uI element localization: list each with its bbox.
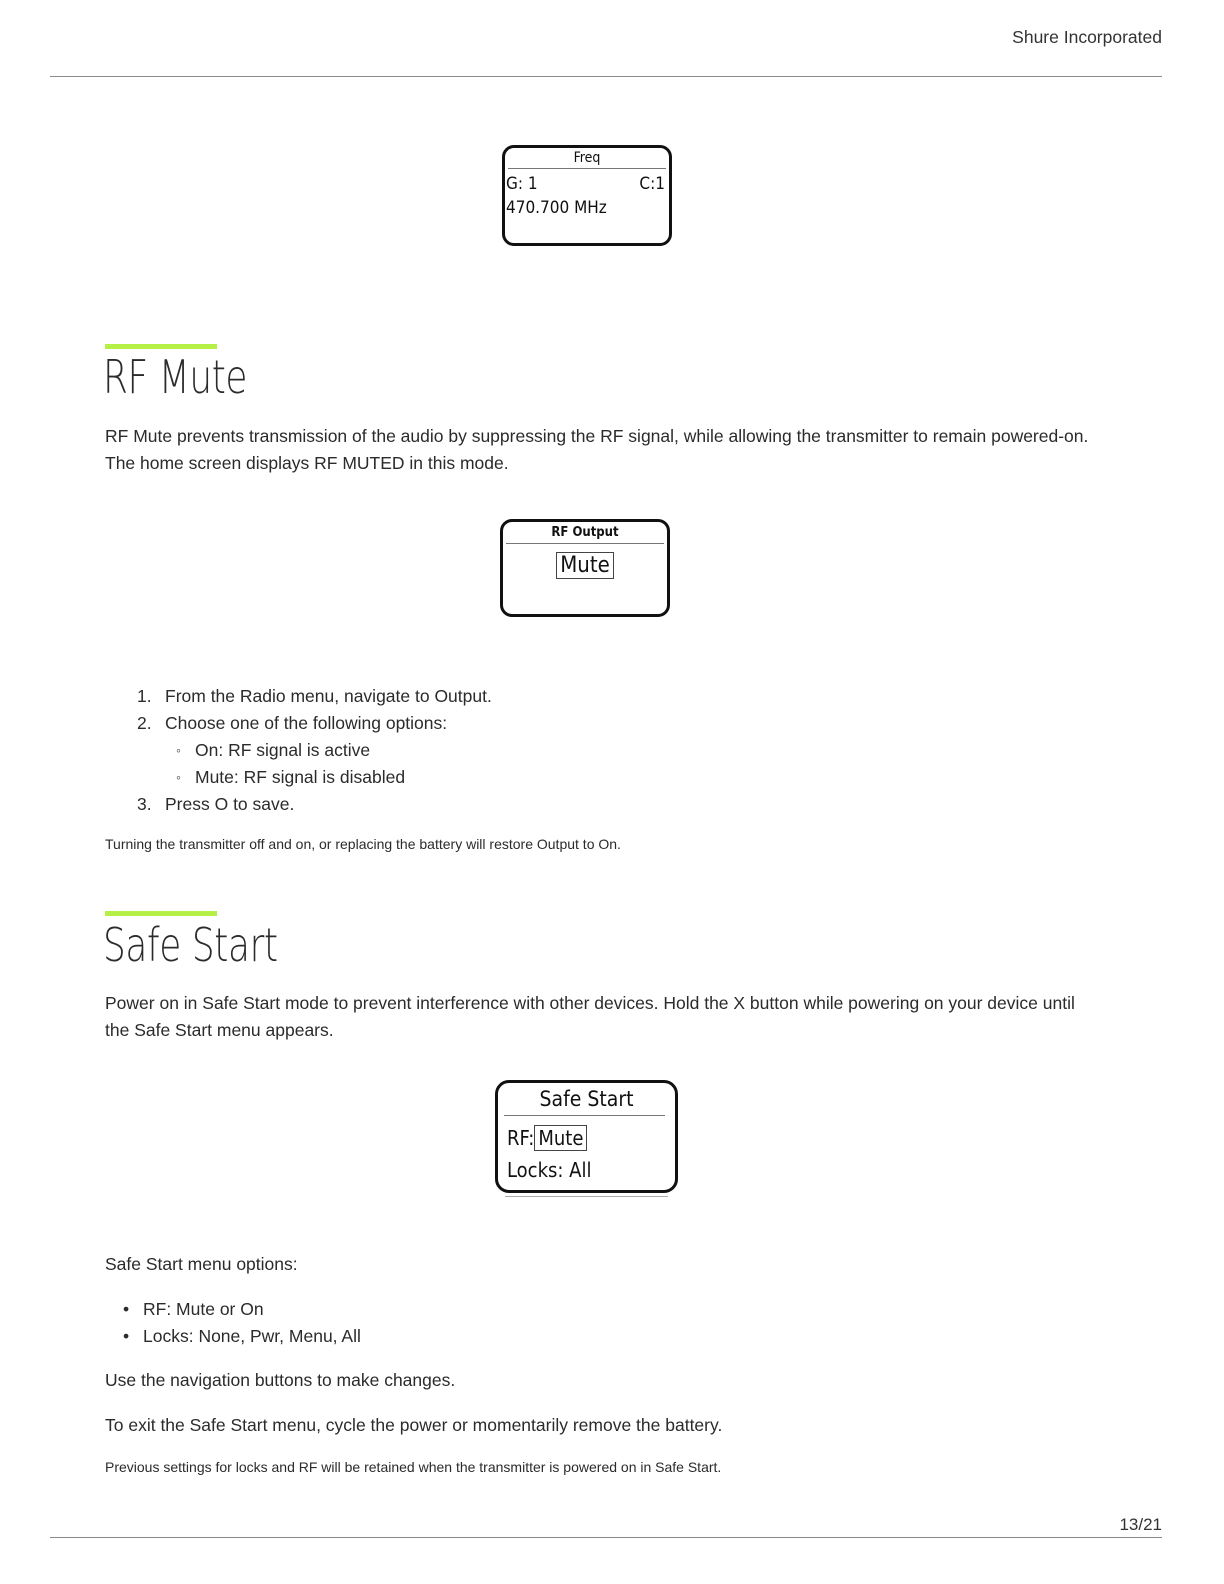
rf-output-lcd-screen [500, 519, 670, 617]
step-item [137, 683, 492, 710]
freq-screen-separator [508, 168, 666, 169]
rf-mute-accent-bar [105, 344, 217, 349]
step-text: Choose one of the following options: [165, 713, 448, 733]
output-option: ◦ Mute: RF signal is disabled [195, 764, 492, 791]
step-number: 3. [137, 794, 152, 814]
step-text: Press O to save. [165, 794, 295, 814]
rf-mute-intro [105, 423, 1135, 477]
safe-start-rf-value: Mute [534, 1125, 587, 1151]
rf-mute-intro-line1: RF Mute prevents transmission of the audio by suppressing the RF signal, while allowing the transmitter to remain powered-on. [105, 426, 1089, 446]
rf-output-value-row [503, 553, 667, 578]
rf-mute-heading: RF Mute [103, 350, 248, 404]
header-divider [50, 76, 1162, 77]
step-item [137, 710, 492, 791]
safe-start-note: Previous settings for locks and RF will be retained when the transmitter is powered on in Safe Start. [105, 1459, 722, 1475]
step-number: 1. [137, 686, 152, 706]
safe-start-rf-row [507, 1126, 587, 1150]
lcd-underline [505, 1196, 668, 1197]
safe-start-lcd-screen [495, 1080, 678, 1193]
safe-start-intro [105, 990, 1135, 1044]
safe-start-screen-title: Safe Start [539, 1087, 634, 1111]
safe-start-exit-text: To exit the Safe Start menu, cycle the power or momentarily remove the battery. [105, 1415, 723, 1435]
page-number: 13/21 [1119, 1515, 1162, 1534]
step-number: 2. [137, 713, 152, 733]
safe-start-intro-line1: Power on in Safe Start mode to prevent interference with other devices. Hold the X button while powering on your device until [105, 993, 1075, 1013]
safe-start-accent-bar [105, 911, 217, 916]
freq-lcd-screen [502, 145, 672, 246]
rf-mute-steps [137, 683, 492, 818]
rf-output-screen-separator [506, 543, 664, 544]
safe-start-screen-separator [504, 1115, 665, 1116]
rf-output-value: Mute [556, 552, 614, 579]
step-item [137, 791, 492, 818]
rf-output-screen-title: RF Output [551, 525, 619, 540]
safe-start-rf-label: RF: [507, 1126, 535, 1150]
safe-start-nav-text: Use the navigation buttons to make changes. [105, 1370, 456, 1390]
output-options-list [165, 737, 492, 791]
output-option: ◦ On: RF signal is active [195, 737, 492, 764]
safe-start-locks: Locks: All [507, 1158, 592, 1182]
rf-mute-intro-line2: The home screen displays RF MUTED in this mode. [105, 453, 509, 473]
freq-value: 470.700 MHz [506, 198, 607, 218]
freq-channel: C:1 [639, 174, 665, 194]
rf-mute-note: Turning the transmitter off and on, or replacing the battery will restore Output to On. [105, 836, 621, 852]
step-text: From the Radio menu, navigate to Output. [165, 686, 492, 706]
footer-divider [50, 1537, 1162, 1538]
menu-option-item: • Locks: None, Pwr, Menu, All [143, 1323, 361, 1350]
company-name: Shure Incorporated [1012, 27, 1162, 47]
safe-start-heading: Safe Start [103, 918, 278, 972]
menu-option-item: • RF: Mute or On [143, 1296, 361, 1323]
safe-start-menu-options [143, 1296, 361, 1350]
safe-start-menu-options-label: Safe Start menu options: [105, 1254, 298, 1274]
safe-start-intro-line2: the Safe Start menu appears. [105, 1020, 334, 1040]
freq-screen-title: Freq [573, 150, 601, 166]
freq-group: G: 1 [506, 174, 538, 194]
